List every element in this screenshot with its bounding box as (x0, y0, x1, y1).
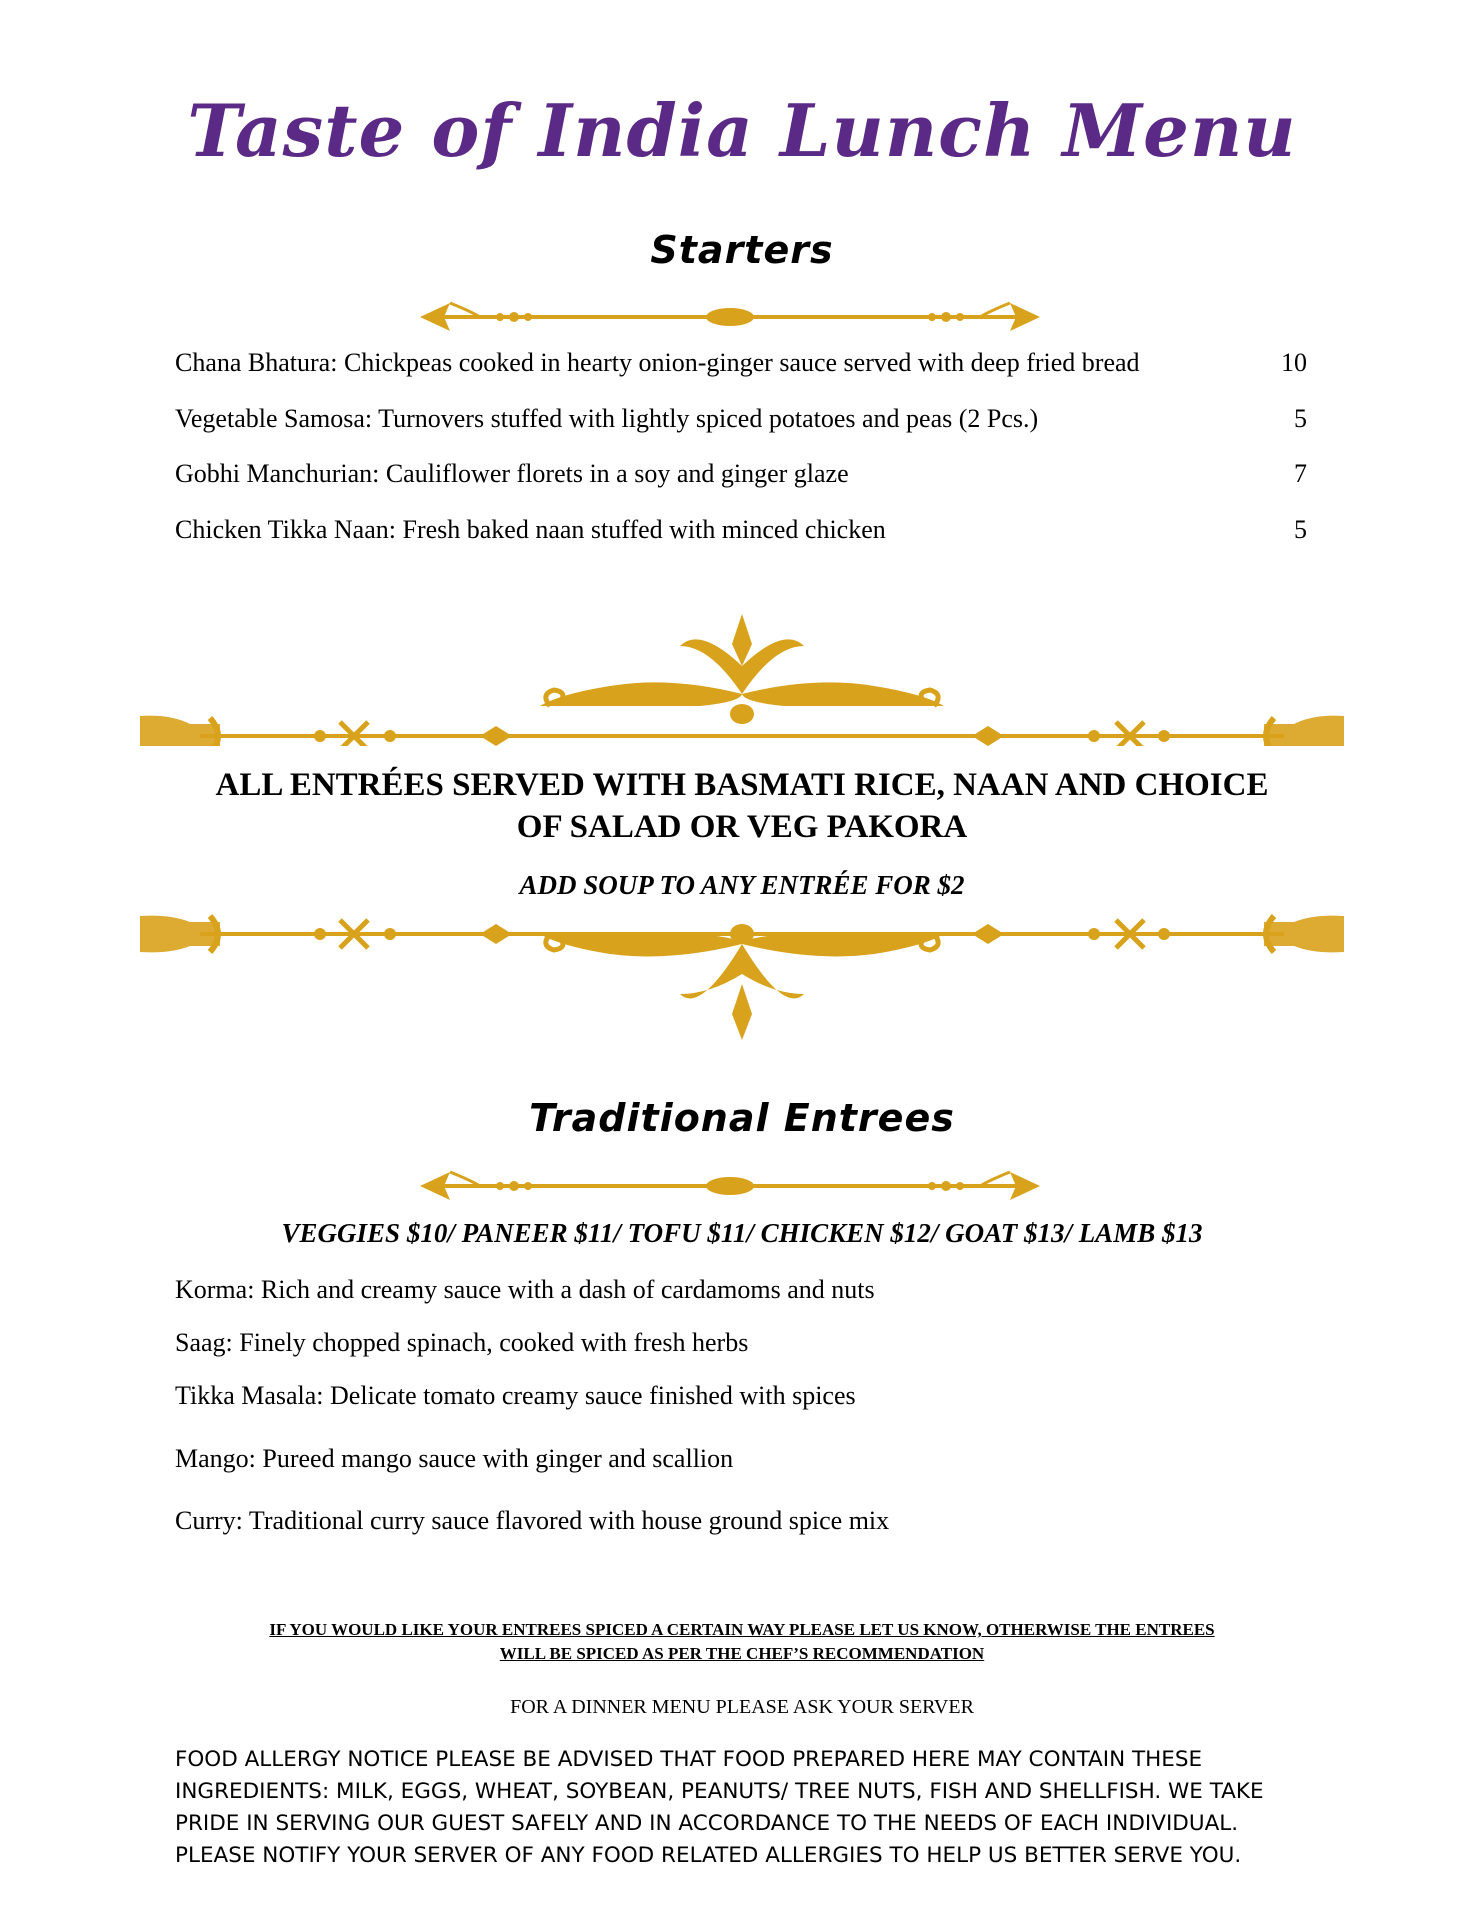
starter-item (175, 514, 1307, 546)
allergy-notice-line: INGREDIENTS: MILK, EGGS, WHEAT, SOYBEAN, PEANUTS/ TREE NUTS, FISH AND SHELLFISH. WE TAKE (175, 1779, 1264, 1804)
page-title: Taste of India Lunch Menu (187, 88, 1297, 173)
starter-item-price: 5 (1294, 515, 1307, 544)
entree-item: Saag: Finely chopped spinach, cooked with fresh herbs (175, 1328, 749, 1357)
entrees-banner-line2: OF SALAD OR VEG PAKORA (516, 809, 968, 845)
entree-protein-prices: VEGGIES $10/ PANEER $11/ TOFU $11/ CHICKEN $12/ GOAT $13/ LAMB $13 (281, 1218, 1203, 1248)
allergy-notice-line: PLEASE NOTIFY YOUR SERVER OF ANY FOOD RELATED ALLERGIES TO HELP US BETTER SERVE YOU. (175, 1843, 1242, 1868)
entree-item: Mango: Pureed mango sauce with ginger and scallion (175, 1444, 734, 1473)
allergy-notice-line: PRIDE IN SERVING OUR GUEST SAFELY AND IN ACCORDANCE TO THE NEEDS OF EACH INDIVIDUAL. (175, 1811, 1239, 1836)
spice-notice-line2: WILL BE SPICED AS PER THE CHEF’S RECOMMENDATION (499, 1644, 985, 1663)
entrees-heading: Traditional Entrees (529, 1096, 955, 1140)
ornament-divider-icon (410, 1166, 1050, 1206)
entree-item: Tikka Masala: Delicate tomato creamy sauce finished with spices (175, 1381, 856, 1410)
starter-item (175, 347, 1307, 379)
starter-item-price: 7 (1294, 459, 1307, 488)
spice-notice-line1: IF YOU WOULD LIKE YOUR ENTREES SPICED A CERTAIN WAY PLEASE LET US KNOW, OTHERWISE THE ENTREES (269, 1620, 1215, 1639)
ornament-divider-icon (410, 297, 1050, 337)
starters-heading: Starters (650, 228, 834, 272)
ornate-divider-bottom-icon (140, 904, 1344, 1054)
entrees-banner-line1: ALL ENTRÉES SERVED WITH BASMATI RICE, NAAN AND CHOICE (215, 767, 1269, 803)
starter-item-price: 5 (1294, 404, 1307, 433)
soup-addon-note: ADD SOUP TO ANY ENTRÉE FOR $2 (519, 870, 965, 900)
starter-item-text: Chicken Tikka Naan: Fresh baked naan stuffed with minced chicken (175, 515, 886, 544)
entree-item: Curry: Traditional curry sauce flavored with house ground spice mix (175, 1506, 890, 1535)
starter-item (175, 403, 1307, 435)
starter-item-text: Gobhi Manchurian: Cauliflower florets in a soy and ginger glaze (175, 459, 849, 488)
dinner-menu-note: FOR A DINNER MENU PLEASE ASK YOUR SERVER (510, 1696, 974, 1718)
starter-item-text: Vegetable Samosa: Turnovers stuffed with lightly spiced potatoes and peas (2 Pcs.) (175, 404, 1039, 433)
starter-item (175, 458, 1307, 490)
starter-item-price: 10 (1281, 348, 1307, 377)
ornate-divider-top-icon (140, 606, 1344, 746)
starter-item-text: Chana Bhatura: Chickpeas cooked in hearty onion-ginger sauce served with deep fried bread (175, 348, 1140, 377)
entree-item: Korma: Rich and creamy sauce with a dash of cardamoms and nuts (175, 1275, 875, 1304)
allergy-notice-line: FOOD ALLERGY NOTICE PLEASE BE ADVISED THAT FOOD PREPARED HERE MAY CONTAIN THESE (175, 1747, 1203, 1772)
